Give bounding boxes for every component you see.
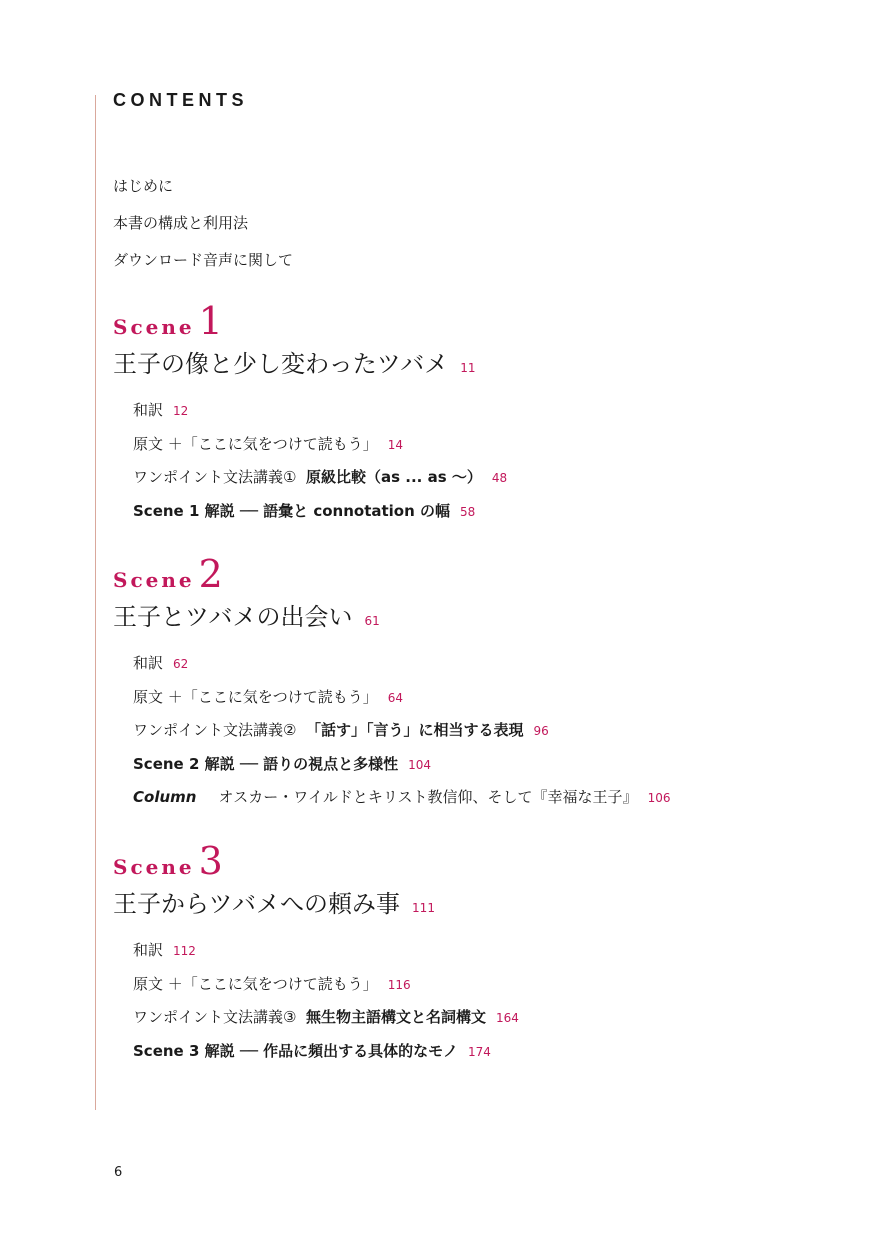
entry-text: 無生物主語構文と名詞構文 (306, 1008, 487, 1026)
entry-text: オスカー・ワイルドとキリスト教信仰、そして『幸福な王子』 (218, 788, 638, 806)
page-ref: 96 (533, 724, 549, 738)
scene-header (113, 299, 833, 344)
margin-rule (95, 95, 96, 1110)
toc-entry[interactable] (133, 934, 833, 968)
scene-entries (133, 934, 833, 1068)
scene-title[interactable] (113, 884, 833, 924)
scene-number: 2 (198, 552, 223, 596)
page-ref: 116 (387, 977, 411, 992)
page-ref: 58 (460, 504, 476, 519)
scene-label: Scene (113, 315, 195, 339)
scene-2-section (113, 552, 833, 815)
front-matter-item[interactable]: ダウンロード音声に関して (113, 251, 294, 269)
front-matter-list (113, 168, 293, 279)
entry-text: 原文 ＋「ここに気をつけて読もう」 (133, 974, 378, 993)
entry-text: 原文 ＋「ここに気をつけて読もう」 (133, 434, 378, 453)
entry-prefix: ワンポイント文法講義③ (133, 1008, 297, 1026)
page-ref: 106 (647, 791, 671, 805)
toc-entry[interactable] (133, 461, 833, 495)
page-ref: 61 (364, 614, 380, 628)
toc-entry[interactable] (133, 428, 833, 462)
front-matter-item[interactable]: 本書の構成と利用法 (113, 214, 249, 232)
entry-prefix: ワンポイント文法講義① (133, 468, 297, 486)
page-ref: 14 (387, 437, 404, 452)
page-ref: 112 (173, 944, 196, 958)
scene-header (113, 552, 833, 597)
page-ref: 64 (387, 690, 404, 705)
scene-entries (133, 647, 833, 815)
entry-text: 和訳 (133, 654, 164, 672)
scene-title-text: 王子からツバメへの頼み事 (113, 890, 401, 918)
scene-title-text: 王子の像と少し変わったツバメ (113, 350, 449, 378)
toc-entry[interactable] (133, 714, 833, 748)
scene-entries (133, 394, 833, 528)
toc-entry[interactable] (133, 748, 833, 782)
scene-label: Scene (113, 568, 195, 592)
toc-entry[interactable] (133, 647, 833, 681)
entry-prefix: ワンポイント文法講義② (133, 721, 297, 739)
contents-heading: CONTENTS (113, 90, 248, 110)
scene-number: 1 (198, 299, 223, 343)
entry-text: Scene 1 解説 ── 語彙と connotation の幅 (133, 501, 451, 520)
scene-1-section (113, 299, 833, 528)
front-matter-item[interactable]: はじめに (113, 177, 174, 195)
scene-header (113, 839, 833, 884)
scene-title[interactable] (113, 344, 833, 384)
toc-entry[interactable] (133, 1035, 833, 1069)
scene-title[interactable] (113, 597, 833, 637)
page-ref: 164 (496, 1011, 519, 1025)
page-ref: 62 (173, 657, 189, 671)
toc-entry[interactable] (133, 968, 833, 1002)
entry-text: Scene 3 解説 ── 作品に頻出する具体的なモノ (133, 1041, 458, 1060)
toc-entry[interactable] (133, 681, 833, 715)
page-ref: 12 (173, 404, 189, 418)
entry-text: 「話す」「言う」に相当する表現 (306, 721, 524, 739)
scene-title-text: 王子とツバメの出会い (113, 603, 353, 631)
page-ref: 11 (460, 361, 476, 375)
scene-3-section (113, 839, 833, 1068)
page-ref: 174 (467, 1044, 491, 1059)
page-ref: 111 (412, 901, 435, 915)
page-number: 6 (114, 1165, 123, 1180)
entry-text: 和訳 (133, 401, 164, 419)
entry-text: Scene 2 解説 ── 語りの視点と多様性 (133, 754, 399, 773)
toc-entry[interactable] (133, 1001, 833, 1035)
entry-text: 和訳 (133, 941, 164, 959)
scene-number: 3 (198, 839, 223, 883)
toc-entry[interactable] (133, 394, 833, 428)
toc-entry[interactable] (133, 781, 833, 815)
page-ref: 48 (491, 471, 508, 485)
entry-text: 原級比較（as ... as ～） (306, 468, 482, 486)
toc-entry[interactable] (133, 495, 833, 529)
column-label: Column (133, 788, 197, 806)
entry-text: 原文 ＋「ここに気をつけて読もう」 (133, 687, 378, 706)
scene-label: Scene (113, 855, 195, 879)
page-ref: 104 (408, 757, 432, 772)
